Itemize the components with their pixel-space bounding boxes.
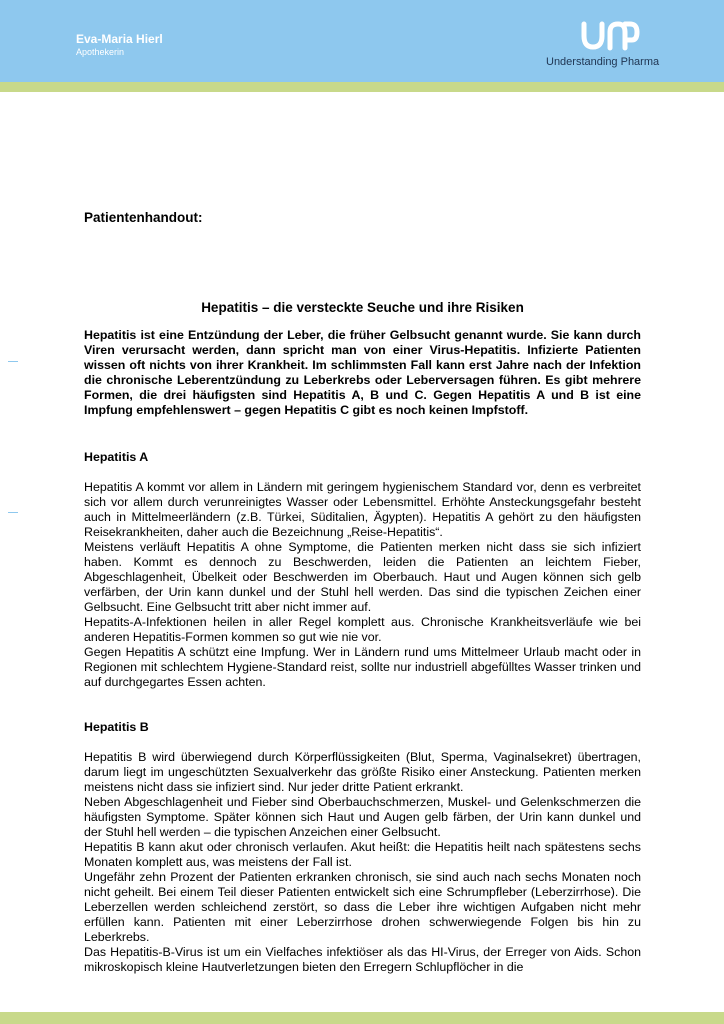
paragraph: Gegen Hepatitis A schützt eine Impfung. Wer in Ländern rund ums Mittelmeer Urlaub macht oder in Regionen mit schlechtem Hygiene-Standard reist, sollte nur industriell abgefülltes Wasser trinken und auf durchgegartes Essen achten. xyxy=(84,645,641,689)
header-divider xyxy=(0,82,724,92)
paragraph: Hepatitis A kommt vor allem in Ländern mit geringem hygienischem Standard vor, denn es verbreitet sich vor allem durch verunreinigtes Wasser oder Lebensmittel. Erhöhte Ansteckungsgefahr besteht auch in Mittelmeerländern (z.B. Türkei, Süditalien, Ägypten). Hepatitis A gehört zu den häufigsten Reisekrankheiten, daher auch die Bezeichnung „Reise-Hepatitis“. xyxy=(84,480,641,539)
paragraph: Hepatits-A-Infektionen heilen in aller Regel komplett aus. Chronische Krankheitsverläufe wie bei anderen Hepatitis-Formen kommen so gut wie nie vor. xyxy=(84,615,641,644)
intro-label: Patientenhandout: xyxy=(84,210,203,225)
author-role: Apothekerin xyxy=(76,47,125,57)
company-logo xyxy=(546,20,676,72)
page-header xyxy=(0,0,724,82)
paragraph: Das Hepatitis-B-Virus ist um ein Vielfaches infektiöser als das HI-Virus, der Erreger von Aids. Schon mikroskopisch kleine Hautverletzungen bieten den Erregern Schlupflöcher in die xyxy=(84,945,641,974)
paragraph: Neben Abgeschlagenheit und Fieber sind Oberbauchschmerzen, Muskel- und Gelenkschmerzen die häufigsten Symptome. Später können sich Haut und Augen gelb färben, der Urin kann dunkel und der Stuhl hell werden – die typischen Anzeichen einer Gelbsucht. xyxy=(84,795,641,839)
section-heading-hepatitis-b: Hepatitis B xyxy=(84,720,149,734)
document-body xyxy=(84,210,641,975)
logo-tagline: Understanding Pharma xyxy=(546,56,660,68)
author-name: Eva-Maria Hierl xyxy=(76,32,163,46)
paragraph: Hepatitis B wird überwiegend durch Körperflüssigkeiten (Blut, Sperma, Vaginalsekret) übertragen, darum liegt im ungeschützten Sexualverkehr das größte Risiko einer Ansteckung. Patienten merken meistens nicht dass sie infiziert sind. Nur jeder dritte Patient erkrankt. xyxy=(84,750,641,794)
margin-mark xyxy=(8,361,18,362)
paragraph: Meistens verläuft Hepatitis A ohne Symptome, die Patienten merken nicht dass sie sich infiziert haben. Kommt es dennoch zu Beschwerden, leiden die Patienten an leichtem Fieber, Abgeschlagenheit, Übelkeit oder Beschwerden im Oberbauch. Haut und Augen können sich gelb verfärben, der Urin kann dunkel und der Stuhl hell werden. Das sind die typischen Zeichen einer Gelbsucht. Eine Gelbsucht tritt aber nicht immer auf. xyxy=(84,540,641,614)
footer-divider xyxy=(0,1012,724,1024)
margin-mark xyxy=(8,512,18,513)
paragraph: Hepatitis B kann akut oder chronisch verlaufen. Akut heißt: die Hepatitis heilt nach spätestens sechs Monaten komplett aus, was meistens der Fall ist. xyxy=(84,840,641,869)
paragraph: Ungefähr zehn Prozent der Patienten erkranken chronisch, sie sind auch nach sechs Monaten noch nicht geheilt. Bei einem Teil dieser Patienten entwickelt sich eine Schrumpfleber (Leberzirrhose). Die Leberzellen werden schleichend zerstört, so dass die Leber ihre wichtigen Aufgaben nicht mehr erfüllen kann. Patienten mit einer Leberzirrhose drohen schwerwiegende Folgen bis hin zu Leberkrebs. xyxy=(84,870,641,944)
unp-logo-icon xyxy=(580,20,640,52)
document-title: Hepatitis – die versteckte Seuche und ihre Risiken xyxy=(201,300,524,315)
section-heading-hepatitis-a: Hepatitis A xyxy=(84,450,149,464)
lead-paragraph: Hepatitis ist eine Entzündung der Leber, die früher Gelbsucht genannt wurde. Sie kann durch Viren verursacht werden, dann spricht man von einer Virus-Hepatitis. Infizierte Patienten wissen oft nichts von ihrer Krankheit. Im schlimmsten Fall kann erst Jahre nach der Infektion die chronische Leberentzündung zu Leberkrebs oder Leberversagen führen. Es gibt mehrere Formen, die drei häufigsten sind Hepatitis A, B und C. Gegen Hepatitis A und B ist eine Impfung empfehlenswert – gegen Hepatitis C gibt es noch keinen Impfstoff. xyxy=(84,328,641,417)
author-block xyxy=(76,32,163,58)
